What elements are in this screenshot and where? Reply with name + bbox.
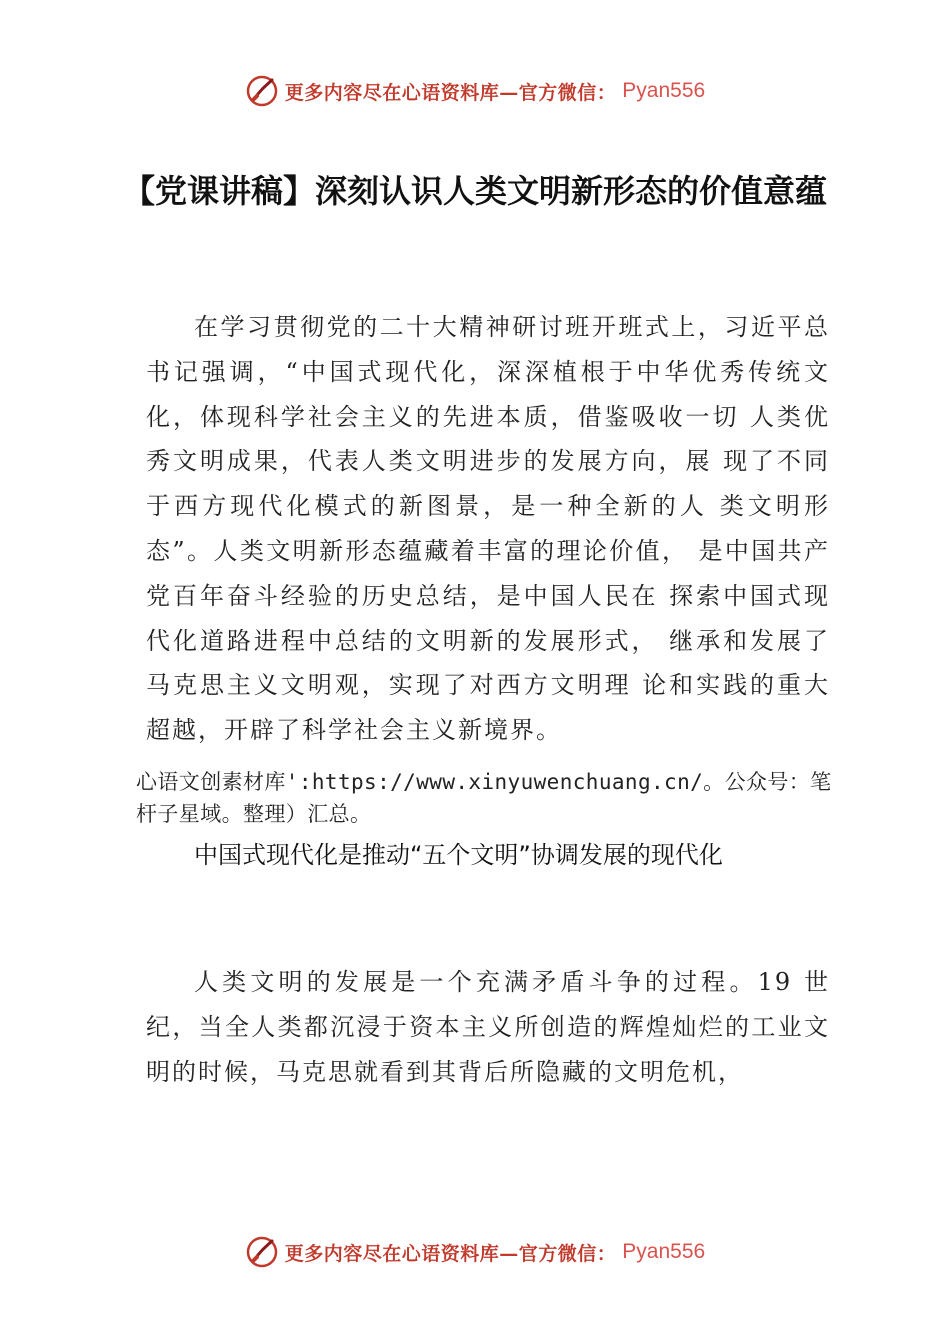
banner-text: 更多内容尽在心语资料库—官方微信： <box>284 81 617 104</box>
footer-banner <box>0 1234 950 1270</box>
header-banner <box>0 73 950 109</box>
wechat-id: Pyan556 <box>622 79 706 102</box>
body-paragraph-1: 在学习贯彻党的二十大精神研讨班开班式上，习近平总书记强调，“中国式现代化，深深植根于中华优秀传统文化，体现科学社会主义的先进本质，借鉴吸收一切 人类优秀文明成果，代表人类文明进步的发展方向，展 现了不同于西方现代化模式的新图景，是一种全新的人 类文明形态”。人类文明新形态蕴藏着丰富的理论价值， 是中国共产党百年奋斗经验的历史总结，是中国人民在 探索中国式现代化道路进程中总结的文明新的发展形式， 继承和发展了马克思主义文明观，实现了对西方文明理 论和实践的重大超越，开辟了科学社会主义新境界。 <box>146 313 830 745</box>
section-heading: 中国式现代化是推动“五个文明”协调发展的现代化 <box>194 841 723 869</box>
brush-logo-icon <box>245 1235 279 1269</box>
brush-logo-icon <box>245 74 279 108</box>
body-paragraph-2: 人类文明的发展是一个充满矛盾斗争的过程。19 世纪，当全人类都沉浸于资本主义所创造的辉煌灿烂的工业文明的时候，马克思就看到其背后所隐藏的文明危机， <box>146 968 830 1086</box>
banner-text: 更多内容尽在心语资料库—官方微信： <box>284 1242 617 1265</box>
source-note: 心语文创素材库':https://www.xinyuwenchuang.cn/。公众号：笔杆子星域。整理）汇总。 <box>136 770 832 826</box>
wechat-id: Pyan556 <box>622 1240 706 1263</box>
document-title: 【党课讲稿】深刻认识人类文明新形态的价值意蕴 <box>122 172 827 210</box>
